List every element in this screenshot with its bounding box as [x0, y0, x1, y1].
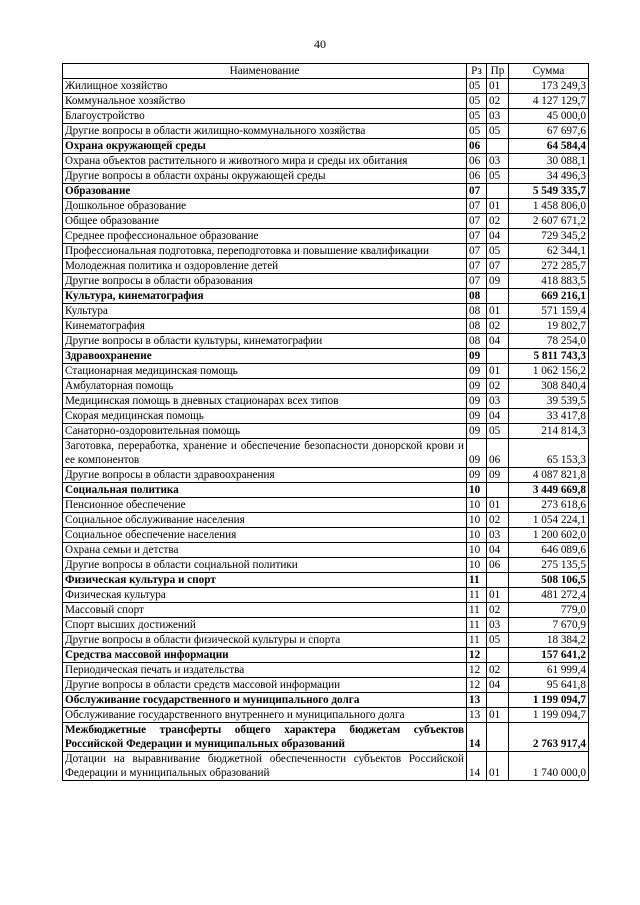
table-row	[63, 528, 589, 543]
table-row	[63, 543, 589, 558]
row-rz: 06	[467, 169, 487, 184]
table-header-row	[63, 64, 589, 79]
row-name: Массовый спорт	[63, 603, 467, 618]
row-rz: 08	[467, 304, 487, 319]
row-pr: 04	[487, 678, 509, 693]
row-rz: 10	[467, 513, 487, 528]
row-pr: 03	[487, 528, 509, 543]
table-row	[63, 364, 589, 379]
row-pr: 01	[487, 752, 509, 781]
row-name: Охрана семьи и детства	[63, 543, 467, 558]
row-name: Спорт высших достижений	[63, 618, 467, 633]
table-row	[63, 229, 589, 244]
row-rz: 07	[467, 184, 487, 199]
row-rz: 07	[467, 229, 487, 244]
row-sum: 157 641,2	[509, 648, 589, 663]
row-sum: 4 127 129,7	[509, 94, 589, 109]
row-pr: 09	[487, 468, 509, 483]
row-rz: 14	[467, 752, 487, 781]
row-rz: 06	[467, 154, 487, 169]
table-row	[63, 558, 589, 573]
row-name: Пенсионное обеспечение	[63, 498, 467, 513]
row-sum: 418 883,5	[509, 274, 589, 289]
row-pr	[487, 349, 509, 364]
row-sum: 7 670,9	[509, 618, 589, 633]
table-row	[63, 259, 589, 274]
row-name: Стационарная медицинская помощь	[63, 364, 467, 379]
row-pr: 01	[487, 708, 509, 723]
row-rz: 09	[467, 409, 487, 424]
row-rz: 12	[467, 678, 487, 693]
table-row	[63, 394, 589, 409]
row-pr: 02	[487, 603, 509, 618]
row-sum: 34 496,3	[509, 169, 589, 184]
row-pr: 02	[487, 663, 509, 678]
row-pr	[487, 573, 509, 588]
row-rz: 11	[467, 603, 487, 618]
row-sum: 481 272,4	[509, 588, 589, 603]
table-row	[63, 483, 589, 498]
table-row	[63, 274, 589, 289]
budget-table	[62, 63, 589, 781]
row-sum: 508 106,5	[509, 573, 589, 588]
row-sum: 62 344,1	[509, 244, 589, 259]
row-pr	[487, 139, 509, 154]
table-row	[63, 603, 589, 618]
row-pr: 06	[487, 439, 509, 468]
row-sum: 65 153,3	[509, 439, 589, 468]
table-row	[63, 319, 589, 334]
row-name: Другие вопросы в области физической культуры и спорта	[63, 633, 467, 648]
row-sum: 39 539,5	[509, 394, 589, 409]
row-sum: 275 135,5	[509, 558, 589, 573]
row-name: Обслуживание государственного и муниципального долга	[63, 693, 467, 708]
row-name: Физическая культура	[63, 588, 467, 603]
row-sum: 571 159,4	[509, 304, 589, 319]
row-name: Другие вопросы в области средств массовой информации	[63, 678, 467, 693]
row-sum: 1 200 602,0	[509, 528, 589, 543]
row-sum: 95 641,8	[509, 678, 589, 693]
row-pr: 09	[487, 274, 509, 289]
row-rz: 08	[467, 289, 487, 304]
row-rz: 05	[467, 79, 487, 94]
row-name: Другие вопросы в области образования	[63, 274, 467, 289]
table-row	[63, 379, 589, 394]
table-row	[63, 139, 589, 154]
row-name: Дошкольное образование	[63, 199, 467, 214]
row-name: Межбюджетные трансферты общего характера бюджетам субъектов Российской Федерации и муниципальных образований	[63, 723, 467, 752]
row-sum: 19 802,7	[509, 319, 589, 334]
row-rz: 09	[467, 379, 487, 394]
row-name: Молодежная политика и оздоровление детей	[63, 259, 467, 274]
row-rz: 11	[467, 618, 487, 633]
row-pr: 07	[487, 259, 509, 274]
row-sum: 30 088,1	[509, 154, 589, 169]
row-pr: 05	[487, 633, 509, 648]
row-sum: 78 254,0	[509, 334, 589, 349]
table-row	[63, 109, 589, 124]
row-sum: 2 763 917,4	[509, 723, 589, 752]
row-pr: 01	[487, 304, 509, 319]
row-sum: 5 549 335,7	[509, 184, 589, 199]
row-sum: 5 811 743,3	[509, 349, 589, 364]
table-row	[63, 708, 589, 723]
row-name: Культура, кинематография	[63, 289, 467, 304]
row-rz: 12	[467, 648, 487, 663]
row-name: Кинематография	[63, 319, 467, 334]
header-rz: Рз	[467, 64, 487, 79]
row-pr: 04	[487, 334, 509, 349]
row-rz: 08	[467, 319, 487, 334]
table-row	[63, 648, 589, 663]
table-row	[63, 678, 589, 693]
row-name: Коммунальное хозяйство	[63, 94, 467, 109]
row-name: Периодическая печать и издательства	[63, 663, 467, 678]
row-name: Другие вопросы в области здравоохранения	[63, 468, 467, 483]
row-pr: 03	[487, 394, 509, 409]
row-name: Социальная политика	[63, 483, 467, 498]
row-name: Скорая медицинская помощь	[63, 409, 467, 424]
table-row	[63, 169, 589, 184]
table-body	[63, 79, 589, 781]
row-rz: 09	[467, 439, 487, 468]
row-name: Дотации на выравнивание бюджетной обеспеченности субъектов Российской Федерации и муниципальных образований	[63, 752, 467, 781]
table-row	[63, 693, 589, 708]
table-row	[63, 124, 589, 139]
row-pr	[487, 483, 509, 498]
row-pr: 04	[487, 543, 509, 558]
row-name: Охрана объектов растительного и животного мира и среды их обитания	[63, 154, 467, 169]
table-row	[63, 409, 589, 424]
table-row	[63, 513, 589, 528]
row-pr: 01	[487, 364, 509, 379]
row-rz: 08	[467, 334, 487, 349]
row-sum: 729 345,2	[509, 229, 589, 244]
row-pr: 01	[487, 588, 509, 603]
table-row	[63, 498, 589, 513]
row-name: Профессиональная подготовка, переподготовка и повышение квалификации	[63, 244, 467, 259]
row-sum: 272 285,7	[509, 259, 589, 274]
row-rz: 12	[467, 663, 487, 678]
row-pr	[487, 723, 509, 752]
table-row	[63, 289, 589, 304]
table-row	[63, 663, 589, 678]
row-pr	[487, 289, 509, 304]
row-sum: 1 062 156,2	[509, 364, 589, 379]
row-name: Образование	[63, 184, 467, 199]
row-rz: 11	[467, 573, 487, 588]
row-sum: 1 199 094,7	[509, 693, 589, 708]
row-rz: 09	[467, 349, 487, 364]
row-name: Обслуживание государственного внутреннего и муниципального долга	[63, 708, 467, 723]
table-row	[63, 349, 589, 364]
row-pr: 03	[487, 154, 509, 169]
row-rz: 10	[467, 558, 487, 573]
row-sum: 64 584,4	[509, 139, 589, 154]
row-rz: 09	[467, 364, 487, 379]
table-row	[63, 468, 589, 483]
row-pr: 02	[487, 94, 509, 109]
row-sum: 1 458 806,0	[509, 199, 589, 214]
table-row	[63, 184, 589, 199]
row-rz: 07	[467, 259, 487, 274]
row-name: Среднее профессиональное образование	[63, 229, 467, 244]
row-rz: 11	[467, 588, 487, 603]
row-rz: 07	[467, 199, 487, 214]
row-sum: 33 417,8	[509, 409, 589, 424]
row-rz: 13	[467, 693, 487, 708]
row-rz: 14	[467, 723, 487, 752]
row-rz: 06	[467, 139, 487, 154]
row-name: Другие вопросы в области социальной политики	[63, 558, 467, 573]
row-sum: 779,0	[509, 603, 589, 618]
row-pr: 01	[487, 79, 509, 94]
row-name: Социальное обеспечение населения	[63, 528, 467, 543]
header-pr: Пр	[487, 64, 509, 79]
table-row	[63, 214, 589, 229]
row-sum: 1 740 000,0	[509, 752, 589, 781]
row-sum: 1 199 094,7	[509, 708, 589, 723]
row-pr: 02	[487, 319, 509, 334]
table-row	[63, 199, 589, 214]
row-sum: 173 249,3	[509, 79, 589, 94]
row-pr: 04	[487, 229, 509, 244]
row-sum: 214 814,3	[509, 424, 589, 439]
row-name: Физическая культура и спорт	[63, 573, 467, 588]
row-pr: 04	[487, 409, 509, 424]
row-sum: 1 054 224,1	[509, 513, 589, 528]
table-row	[63, 588, 589, 603]
table-row	[63, 79, 589, 94]
header-sum: Сумма	[509, 64, 589, 79]
row-pr: 02	[487, 513, 509, 528]
row-name: Благоустройство	[63, 109, 467, 124]
row-sum: 18 384,2	[509, 633, 589, 648]
row-rz: 07	[467, 274, 487, 289]
row-name: Жилищное хозяйство	[63, 79, 467, 94]
row-pr: 03	[487, 618, 509, 633]
row-rz: 10	[467, 528, 487, 543]
table-row	[63, 304, 589, 319]
row-rz: 05	[467, 124, 487, 139]
header-name: Наименование	[63, 64, 467, 79]
row-rz: 09	[467, 424, 487, 439]
row-pr: 05	[487, 424, 509, 439]
row-rz: 09	[467, 394, 487, 409]
row-rz: 05	[467, 94, 487, 109]
row-sum: 67 697,6	[509, 124, 589, 139]
row-name: Медицинская помощь в дневных стационарах всех типов	[63, 394, 467, 409]
page-number: 40	[314, 37, 326, 51]
row-pr: 05	[487, 169, 509, 184]
table-row	[63, 633, 589, 648]
row-pr: 01	[487, 498, 509, 513]
row-pr	[487, 648, 509, 663]
table-row	[63, 618, 589, 633]
row-rz: 10	[467, 483, 487, 498]
row-name: Общее образование	[63, 214, 467, 229]
table-row	[63, 154, 589, 169]
row-name: Социальное обслуживание населения	[63, 513, 467, 528]
table-row	[63, 752, 589, 781]
row-rz: 09	[467, 468, 487, 483]
row-sum: 45 000,0	[509, 109, 589, 124]
table-row	[63, 244, 589, 259]
row-sum: 646 089,6	[509, 543, 589, 558]
row-rz: 05	[467, 109, 487, 124]
row-name: Охрана окружающей среды	[63, 139, 467, 154]
row-sum: 2 607 671,2	[509, 214, 589, 229]
row-pr	[487, 693, 509, 708]
table-row	[63, 94, 589, 109]
table-row	[63, 334, 589, 349]
row-sum: 273 618,6	[509, 498, 589, 513]
row-name: Культура	[63, 304, 467, 319]
row-name: Амбулаторная помощь	[63, 379, 467, 394]
row-name: Средства массовой информации	[63, 648, 467, 663]
row-sum: 61 999,4	[509, 663, 589, 678]
row-pr: 01	[487, 199, 509, 214]
row-pr: 03	[487, 109, 509, 124]
row-rz: 10	[467, 498, 487, 513]
row-name: Санаторно-оздоровительная помощь	[63, 424, 467, 439]
row-sum: 308 840,4	[509, 379, 589, 394]
table-row	[63, 723, 589, 752]
table-row	[63, 439, 589, 468]
row-name: Другие вопросы в области жилищно-коммунального хозяйства	[63, 124, 467, 139]
row-sum: 669 216,1	[509, 289, 589, 304]
row-pr: 05	[487, 124, 509, 139]
row-sum: 3 449 669,8	[509, 483, 589, 498]
row-sum: 4 087 821,8	[509, 468, 589, 483]
row-rz: 11	[467, 633, 487, 648]
row-rz: 13	[467, 708, 487, 723]
row-rz: 10	[467, 543, 487, 558]
row-name: Другие вопросы в области культуры, кинематографии	[63, 334, 467, 349]
row-pr	[487, 184, 509, 199]
row-rz: 07	[467, 214, 487, 229]
row-name: Здравоохранение	[63, 349, 467, 364]
row-name: Другие вопросы в области охраны окружающей среды	[63, 169, 467, 184]
row-rz: 07	[467, 244, 487, 259]
table-row	[63, 424, 589, 439]
row-pr: 06	[487, 558, 509, 573]
row-name: Заготовка, переработка, хранение и обеспечение безопасности донорской крови и ее компонентов	[63, 439, 467, 468]
row-pr: 05	[487, 244, 509, 259]
row-pr: 02	[487, 214, 509, 229]
table-row	[63, 573, 589, 588]
row-pr: 02	[487, 379, 509, 394]
